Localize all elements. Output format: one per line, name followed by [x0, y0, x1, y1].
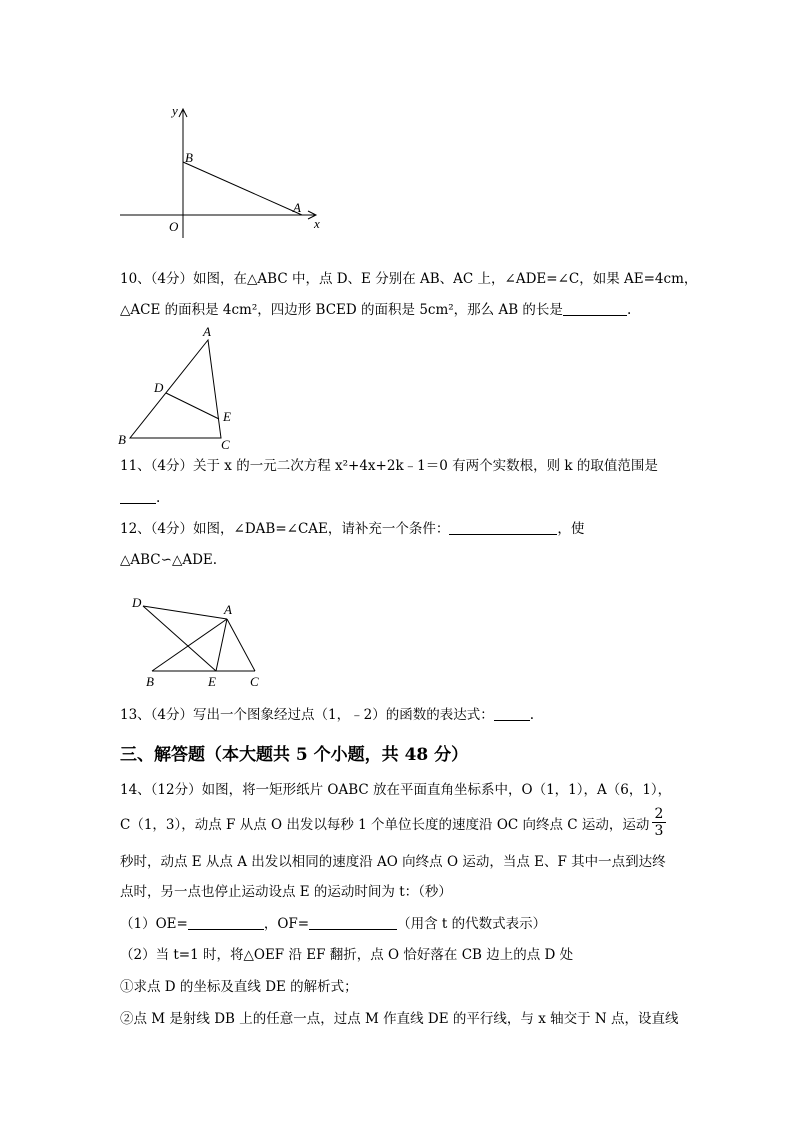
- q14-of-blank[interactable]: [309, 915, 397, 930]
- q14-fraction-numerator: 2: [652, 806, 666, 823]
- q14-fraction-denominator: 3: [654, 823, 664, 839]
- q14-fraction: [652, 806, 666, 839]
- label-a: A: [203, 324, 211, 339]
- q10-line2-text: △ACE 的面积是 4cm²，四边形 BCED 的面积是 5cm²，那么 AB 的长是: [120, 302, 563, 318]
- q10-period: .: [626, 302, 632, 318]
- q13-line1: [120, 706, 534, 724]
- figure-triangle-abc: [112, 322, 242, 452]
- q13-line1-text: 13、（4分）写出一个图象经过点（1，﹣2）的函数的表达式：: [120, 707, 494, 723]
- segment-de: [166, 393, 219, 419]
- figure-similar-triangles: [126, 592, 276, 692]
- q13-answer-blank[interactable]: [494, 706, 530, 721]
- label-c: C: [250, 674, 259, 689]
- q11-answer-blank[interactable]: [120, 489, 156, 504]
- q11-line2: [120, 489, 160, 507]
- q10-answer-blank[interactable]: [563, 301, 627, 316]
- section-heading: 三、解答题（本大题共 5 个小题，共 48 分）: [120, 745, 469, 765]
- segment-ab: [183, 162, 302, 215]
- q14-sub2: （2）当 t=1 时，将△OEF 沿 EF 翻折，点 O 恰好落在 CB 边上的点 D 处: [120, 947, 574, 963]
- q12-line1: [120, 520, 584, 538]
- label-b: B: [185, 150, 193, 165]
- q14-item2: ②点 M 是射线 DB 上的任意一点，过点 M 作直线 DE 的平行线，与 x 轴交于 N 点，设直线: [120, 1011, 679, 1027]
- q10-line1: 10、（4分）如图，在△ABC 中，点 D、E 分别在 AB、AC 上，∠ADE=∠C，如果 AE=4cm，: [120, 271, 698, 287]
- q13-period: .: [529, 707, 534, 723]
- label-c: C: [221, 437, 230, 452]
- q14-item1: ①求点 D 的坐标及直线 DE 的解析式；: [120, 979, 358, 995]
- q12-line1-text: 12、（4分）如图，∠DAB=∠CAE，请补充一个条件：: [120, 521, 450, 537]
- label-d: D: [132, 595, 142, 610]
- label-e: E: [223, 409, 231, 424]
- triangle-abc: [130, 340, 221, 438]
- q14-sub1-of-label: ，OF=: [263, 916, 310, 932]
- label-b: B: [146, 674, 154, 689]
- q14-line1: 14、（12分）如图，将一矩形纸片 OABC 放在平面直角坐标系中，O（1，1），A（6，1），: [120, 782, 672, 798]
- q12-line1-tail: ，使: [557, 521, 585, 537]
- label-b: B: [118, 432, 126, 447]
- q14-line2: C（1，3），动点 F 从点 O 出发以每秒 1 个单位长度的速度沿 OC 向终点 C 运动，运动: [120, 817, 650, 833]
- q14-oe-blank[interactable]: [188, 915, 264, 930]
- segment-ac: [227, 619, 255, 671]
- q12-line2: △ABC∽△ADE.: [120, 552, 218, 568]
- segment-ae: [216, 619, 227, 671]
- label-o: O: [169, 219, 179, 234]
- label-a: A: [293, 200, 301, 215]
- q12-answer-blank[interactable]: [449, 520, 557, 535]
- figure-coordinate-axes: [110, 100, 330, 240]
- segment-ab: [152, 619, 227, 671]
- label-d: D: [154, 380, 164, 395]
- q10-line2: [120, 301, 631, 319]
- label-y: y: [172, 103, 178, 118]
- label-a: A: [224, 602, 232, 617]
- q11-period: .: [156, 490, 161, 506]
- q14-line3: 秒时，动点 E 从点 A 出发以相同的速度沿 AO 向终点 O 运动，当点 E、F 其中一点到达终: [120, 854, 666, 870]
- q11-line1: 11、（4分）关于 x 的一元二次方程 x²+4x+2k﹣1＝0 有两个实数根，则 k 的取值范围是: [120, 458, 658, 474]
- q14-line4: 点时，另一点也停止运动设点 E 的运动时间为 t：（秒）: [120, 884, 452, 900]
- label-x: x: [314, 216, 320, 231]
- q14-sub1: [120, 915, 546, 933]
- q14-sub1-oe-label: （1）OE=: [120, 916, 188, 932]
- label-e: E: [208, 674, 216, 689]
- q14-sub1-note: （用含 t 的代数式表示）: [397, 916, 547, 932]
